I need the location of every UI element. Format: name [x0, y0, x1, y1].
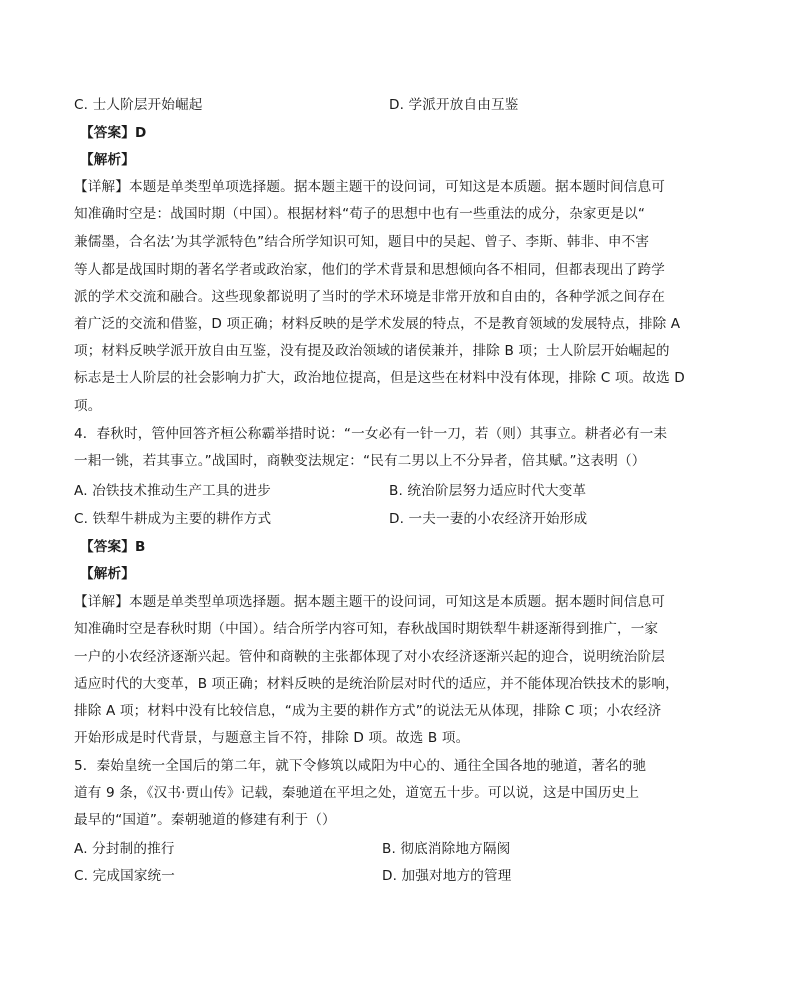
q4-stem-line: 4．春秋时，管仲回答齐桓公称霸举措时说：“一女必有一针一刀，若（则）其事立。耕者必有一耒 [74, 426, 668, 442]
q5-option-b: B. 彻底消除地方隔阂 [382, 841, 511, 857]
q3-explanation-line: 项。 [74, 398, 102, 414]
q4-stem-line: 一耜一铫，若其事立。”战国时，商鞅变法规定：“民有二男以上不分异者，倍其赋。”这表明（） [74, 453, 646, 469]
q5-option-c: C. 完成国家统一 [74, 868, 176, 884]
q4-explanation-line: 【详解】本题是单类型单项选择题。据本题主题干的设问词，可知这是本质题。据本题时间信息可 [74, 594, 665, 610]
q4-analysis-label: 【解析】 [80, 566, 135, 582]
q3-explanation-line: 知准确时空是：战国时期（中国）。根据材料“荀子的思想中也有一些重法的成分，杂家更是以“ [74, 206, 646, 222]
q4-option-d: D. 一夫一妻的小农经济开始形成 [389, 511, 588, 527]
q5-stem-line: 最早的“国道”。秦朝驰道的修建有利于（） [74, 812, 336, 828]
q3-option-c: C. 士人阶层开始崛起 [74, 97, 203, 113]
q3-option-d: D. 学派开放自由互鉴 [389, 97, 519, 113]
q3-answer: 【答案】D [80, 125, 147, 141]
q4-answer: 【答案】B [80, 539, 146, 555]
q4-explanation-line: 开始形成是时代背景，与题意主旨不符，排除 D 项。故选 B 项。 [74, 730, 470, 746]
q3-analysis-label: 【解析】 [80, 152, 135, 168]
q3-explanation-line: 项；材料反映学派开放自由互鉴，没有提及政治领域的诸侯兼并，排除 B 项；士人阶层开始崛起的 [74, 343, 670, 359]
q3-explanation-line: 兼儒墨，合名法’为其学派特色”结合所学知识可知，题目中的吴起、曾子、李斯、韩非、申不害 [74, 234, 650, 250]
q3-explanation-line: 【详解】本题是单类型单项选择题。据本题主题干的设问词，可知这是本质题。据本题时间信息可 [74, 179, 665, 195]
q4-explanation-line: 知准确时空是春秋时期（中国）。结合所学内容可知，春秋战国时期铁犁牛耕逐渐得到推广，一家 [74, 621, 659, 637]
q4-option-c: C. 铁犁牛耕成为主要的耕作方式 [74, 511, 272, 527]
q3-explanation-line: 着广泛的交流和借鉴，D 项正确；材料反映的是学术发展的特点，不是教育领域的发展特点，排除 A [74, 316, 681, 332]
q5-stem-line: 道有 9 条，《汉书·贾山传》记载，秦驰道在平坦之处，道宽五十步。可以说，这是中国历史上 [74, 785, 640, 801]
q5-stem-line: 5．秦始皇统一全国后的第二年，就下令修筑以咸阳为中心的、通往全国各地的驰道，著名的驰 [74, 758, 647, 774]
q4-explanation-line: 适应时代的大变革，B 项正确；材料反映的是统治阶层对时代的适应，并不能体现冶铁技术的影响， [74, 676, 679, 692]
q3-explanation-line: 标志是士人阶层的社会影响力扩大，政治地位提高，但是这些在材料中没有体现，排除 C 项。故选 D [74, 370, 685, 386]
q4-option-a: A. 冶铁技术推动生产工具的进步 [74, 483, 271, 499]
q5-option-d: D. 加强对地方的管理 [382, 868, 512, 884]
q4-explanation-line: 排除 A 项；材料中没有比较信息，“成为主要的耕作方式”的说法无从体现，排除 C 项；小农经济 [74, 703, 662, 719]
q4-option-b: B. 统治阶层努力适应时代大变革 [389, 483, 587, 499]
q3-explanation-line: 等人都是战国时期的著名学者或政治家，他们的学术背景和思想倾向各不相同，但都表现出了跨学 [74, 262, 665, 278]
q4-explanation-line: 一户的小农经济逐渐兴起。管仲和商鞅的主张都体现了对小农经济逐渐兴起的迎合，说明统治阶层 [74, 649, 665, 665]
q3-explanation-line: 派的学术交流和融合。这些现象都说明了当时的学术环境是非常开放和自由的，各种学派之间存在 [74, 289, 665, 305]
q5-option-a: A. 分封制的推行 [74, 841, 175, 857]
